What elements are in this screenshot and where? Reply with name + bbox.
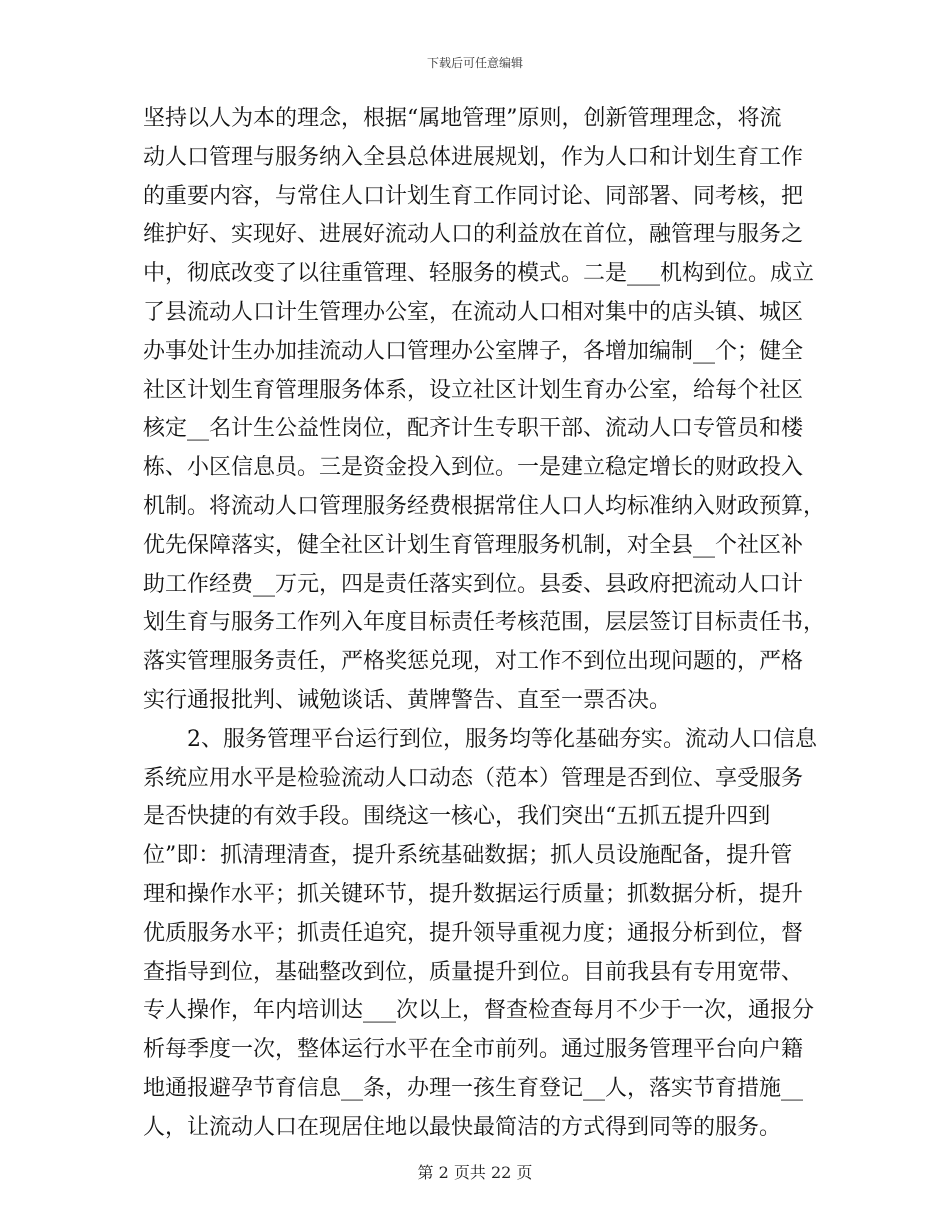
text-line: 查指导到位，基础整改到位，质量提升到位。目前我县有专用宽带、 [143, 959, 804, 985]
text-line: 助工作经费__万元，四是责任落实到位。县委、县政府把流动人口计 [143, 571, 804, 597]
text-line: 划生育与服务工作列入年度目标责任考核范围，层层签订目标责任书， [143, 610, 826, 636]
text-line: 地通报避孕节育信息__条，办理一孩生育登记__人，落实节育措施__ [143, 1075, 804, 1101]
text-line: 实行通报批判、诫勉谈话、黄牌警告、直至一票否决。 [143, 687, 672, 713]
text-line: 坚持以人为本的理念，根据“属地管理”原则，创新管理理念，将流 [143, 106, 782, 131]
text-line: 维护好、实现好、进展好流动人口的利益放在首位，融管理与服务之 [143, 222, 804, 248]
text-line: 核定__名计生公益性岗位，配齐计生专职干部、流动人口专管员和楼 [143, 416, 804, 442]
text-line: 了县流动人口计生管理办公室，在流动人口相对集中的店头镇、城区 [143, 299, 804, 325]
text-line: 系统应用水平是检验流动人口动态（范本）管理是否到位、享受服务 [143, 765, 804, 791]
text-line: 2、服务管理平台运行到位，服务均等化基础夯实。流动人口信息 [143, 726, 817, 752]
text-line: 位”即：抓清理清查，提升系统基础数据；抓人员设施配备，提升管 [143, 843, 793, 869]
text-line: 动人口管理与服务纳入全县总体进展规划，作为人口和计划生育工作 [143, 144, 804, 170]
text-line: 优质服务水平；抓责任追究，提升领导重视力度；通报分析到位，督 [143, 920, 804, 946]
page-number-footer: 第 2 页共 22 页 [417, 1163, 533, 1182]
text-line: 理和操作水平；抓关键环节，提升数据运行质量；抓数据分析，提升 [143, 881, 804, 907]
text-line: 人，让流动人口在现居住地以最快最简洁的方式得到同等的服务。 [143, 1114, 782, 1140]
text-line: 中，彻底改变了以往重管理、轻服务的模式。二是___机构到位。成立 [143, 261, 815, 287]
body-text [143, 100, 826, 1148]
text-line: 析每季度一次，整体运行水平在全市前列。通过服务管理平台向户籍 [143, 1037, 804, 1063]
text-line: 专人操作，年内培训达___次以上，督查检查每月不少于一次，通报分 [143, 998, 815, 1024]
text-line: 栋、小区信息员。三是资金投入到位。一是建立稳定增长的财政投入 [143, 455, 804, 481]
text-line: 办事处计生办加挂流动人口管理办公室牌子，各增加编制__个；健全 [143, 338, 804, 364]
page-header: 下载后可任意编辑 [426, 56, 523, 70]
text-line: 落实管理服务责任，严格奖惩兑现，对工作不到位出现问题的，严格 [143, 649, 804, 675]
text-line: 社区计划生育管理服务体系，设立社区计划生育办公室，给每个社区 [143, 377, 804, 403]
text-line: 的重要内容，与常住人口计划生育工作同讨论、同部署、同考核，把 [143, 183, 804, 209]
text-line: 是否快捷的有效手段。围绕这一核心，我们突出“五抓五提升四到 [143, 804, 771, 830]
text-line: 机制。将流动人口管理服务经费根据常住人口人均标准纳入财政预算， [143, 493, 826, 519]
text-line: 优先保障落实，健全社区计划生育管理服务机制，对全县__个社区补 [143, 532, 804, 558]
